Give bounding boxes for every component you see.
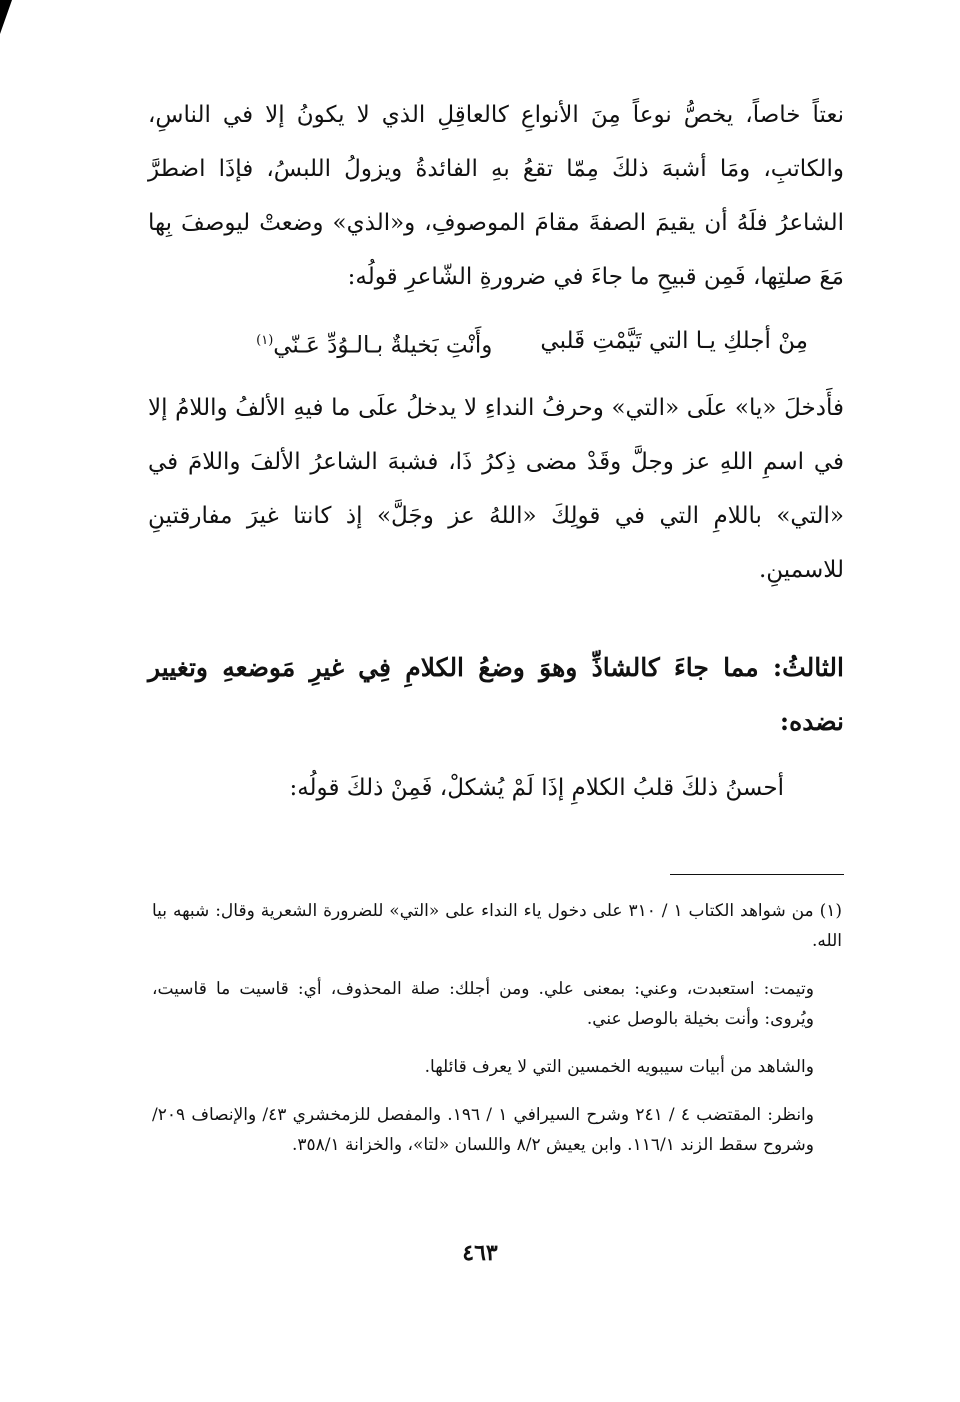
verse-first-hemistich: مِنْ أجلكِ يـا التي تَيَّمْتِ قَلبي (540, 328, 808, 354)
footnote-marker: (١) (256, 333, 274, 348)
paragraph-2: فأَدخلَ «يا» علَى «التي» وحرفُ النداءِ لا يدخلُ علَى ما فيهِ الألفُ واللامُ إلا في اسمِ اللهِ عز وجلَّ وقَدْ مضى ذِكرُ ذَا، فشبهَ الشاعرُ الألفَ واللامَ في «التي» باللامِ التي في قولِكَ «اللهُ عز وجَلَّ» إذ كانتا غيرَ مفارقتينِ للاسمينِ. (148, 394, 844, 583)
verse-second-text: وأَنْتِ بَخيلةٌ بـالـوُدِّ عَـنّي (273, 332, 493, 359)
section-heading: الثالثُ: مما جاءَ كالشاذِّ وهوَ وضعُ الكلامِ فِي غيرِ مَوضعهِ وتغيير نضده: (148, 652, 844, 736)
verse-line (148, 314, 808, 373)
footnote-4: وانظر: المقتضب ٤ / ٢٤١ وشرح السيرافي ١ / ١٩٦. والمفصل للزمخشري ٤٣/ والإنصاف ٢٠٩/ وشروح سقط الزند ١١٦/١. وابن يعيش ٨/٢ واللسان «لتا»، والخزانة ٣٥٨/١. (152, 1105, 814, 1155)
footnote-2: وتيمت: استعبدت، وعني: بمعنى علي. ومن أجلك: صلة المحذوف، أي: قاسيت ما قاسيت، ويُروى: وأنت بخيلة بالوصل عني. (152, 979, 814, 1029)
footnote-1: (١) من شواهد الكتاب ١ / ٣١٠ على دخول ياء النداء على «التي» للضرورة الشعرية وقال: شبهه بيا الله. (152, 901, 842, 951)
main-text (148, 88, 844, 815)
footnote-3: والشاهد من أبيات سيبويه الخمسين التي لا يعرف قائلها. (424, 1057, 814, 1077)
footnote-divider (670, 874, 844, 875)
verse-second-hemistich (256, 314, 492, 373)
footnotes (152, 896, 842, 1178)
page-number: ٤٦٣ (462, 1240, 498, 1266)
section-line: أحسنُ ذلكَ قلبُ الكلامِ إذَا لَمْ يُشكلْ، فَمِنْ ذلكَ قولُه: (289, 774, 784, 801)
paragraph-1: نعتاً خاصاً، يخصُّ نوعاً مِنَ الأنواعِ كالعاقِلِ الذي لا يكونُ إلا في الناسِ، والكاتبِ، ومَا أشبهَ ذلكَ مِمّا تقعُ بهِ الفائدةُ ويزولُ اللبسُ، فإذَا اضطرَّ الشاعرُ فلَهُ أن يقيمَ الصفةَ مقامَ الموصوفِ، و«الذي» وضعتْ ليوصفَ بِها مَعَ صلتِها، فَمِن قبيحِ ما جاءَ في ضرورةِ الشّاعرِ قولُه: (148, 102, 844, 290)
corner-mark (0, 0, 12, 34)
